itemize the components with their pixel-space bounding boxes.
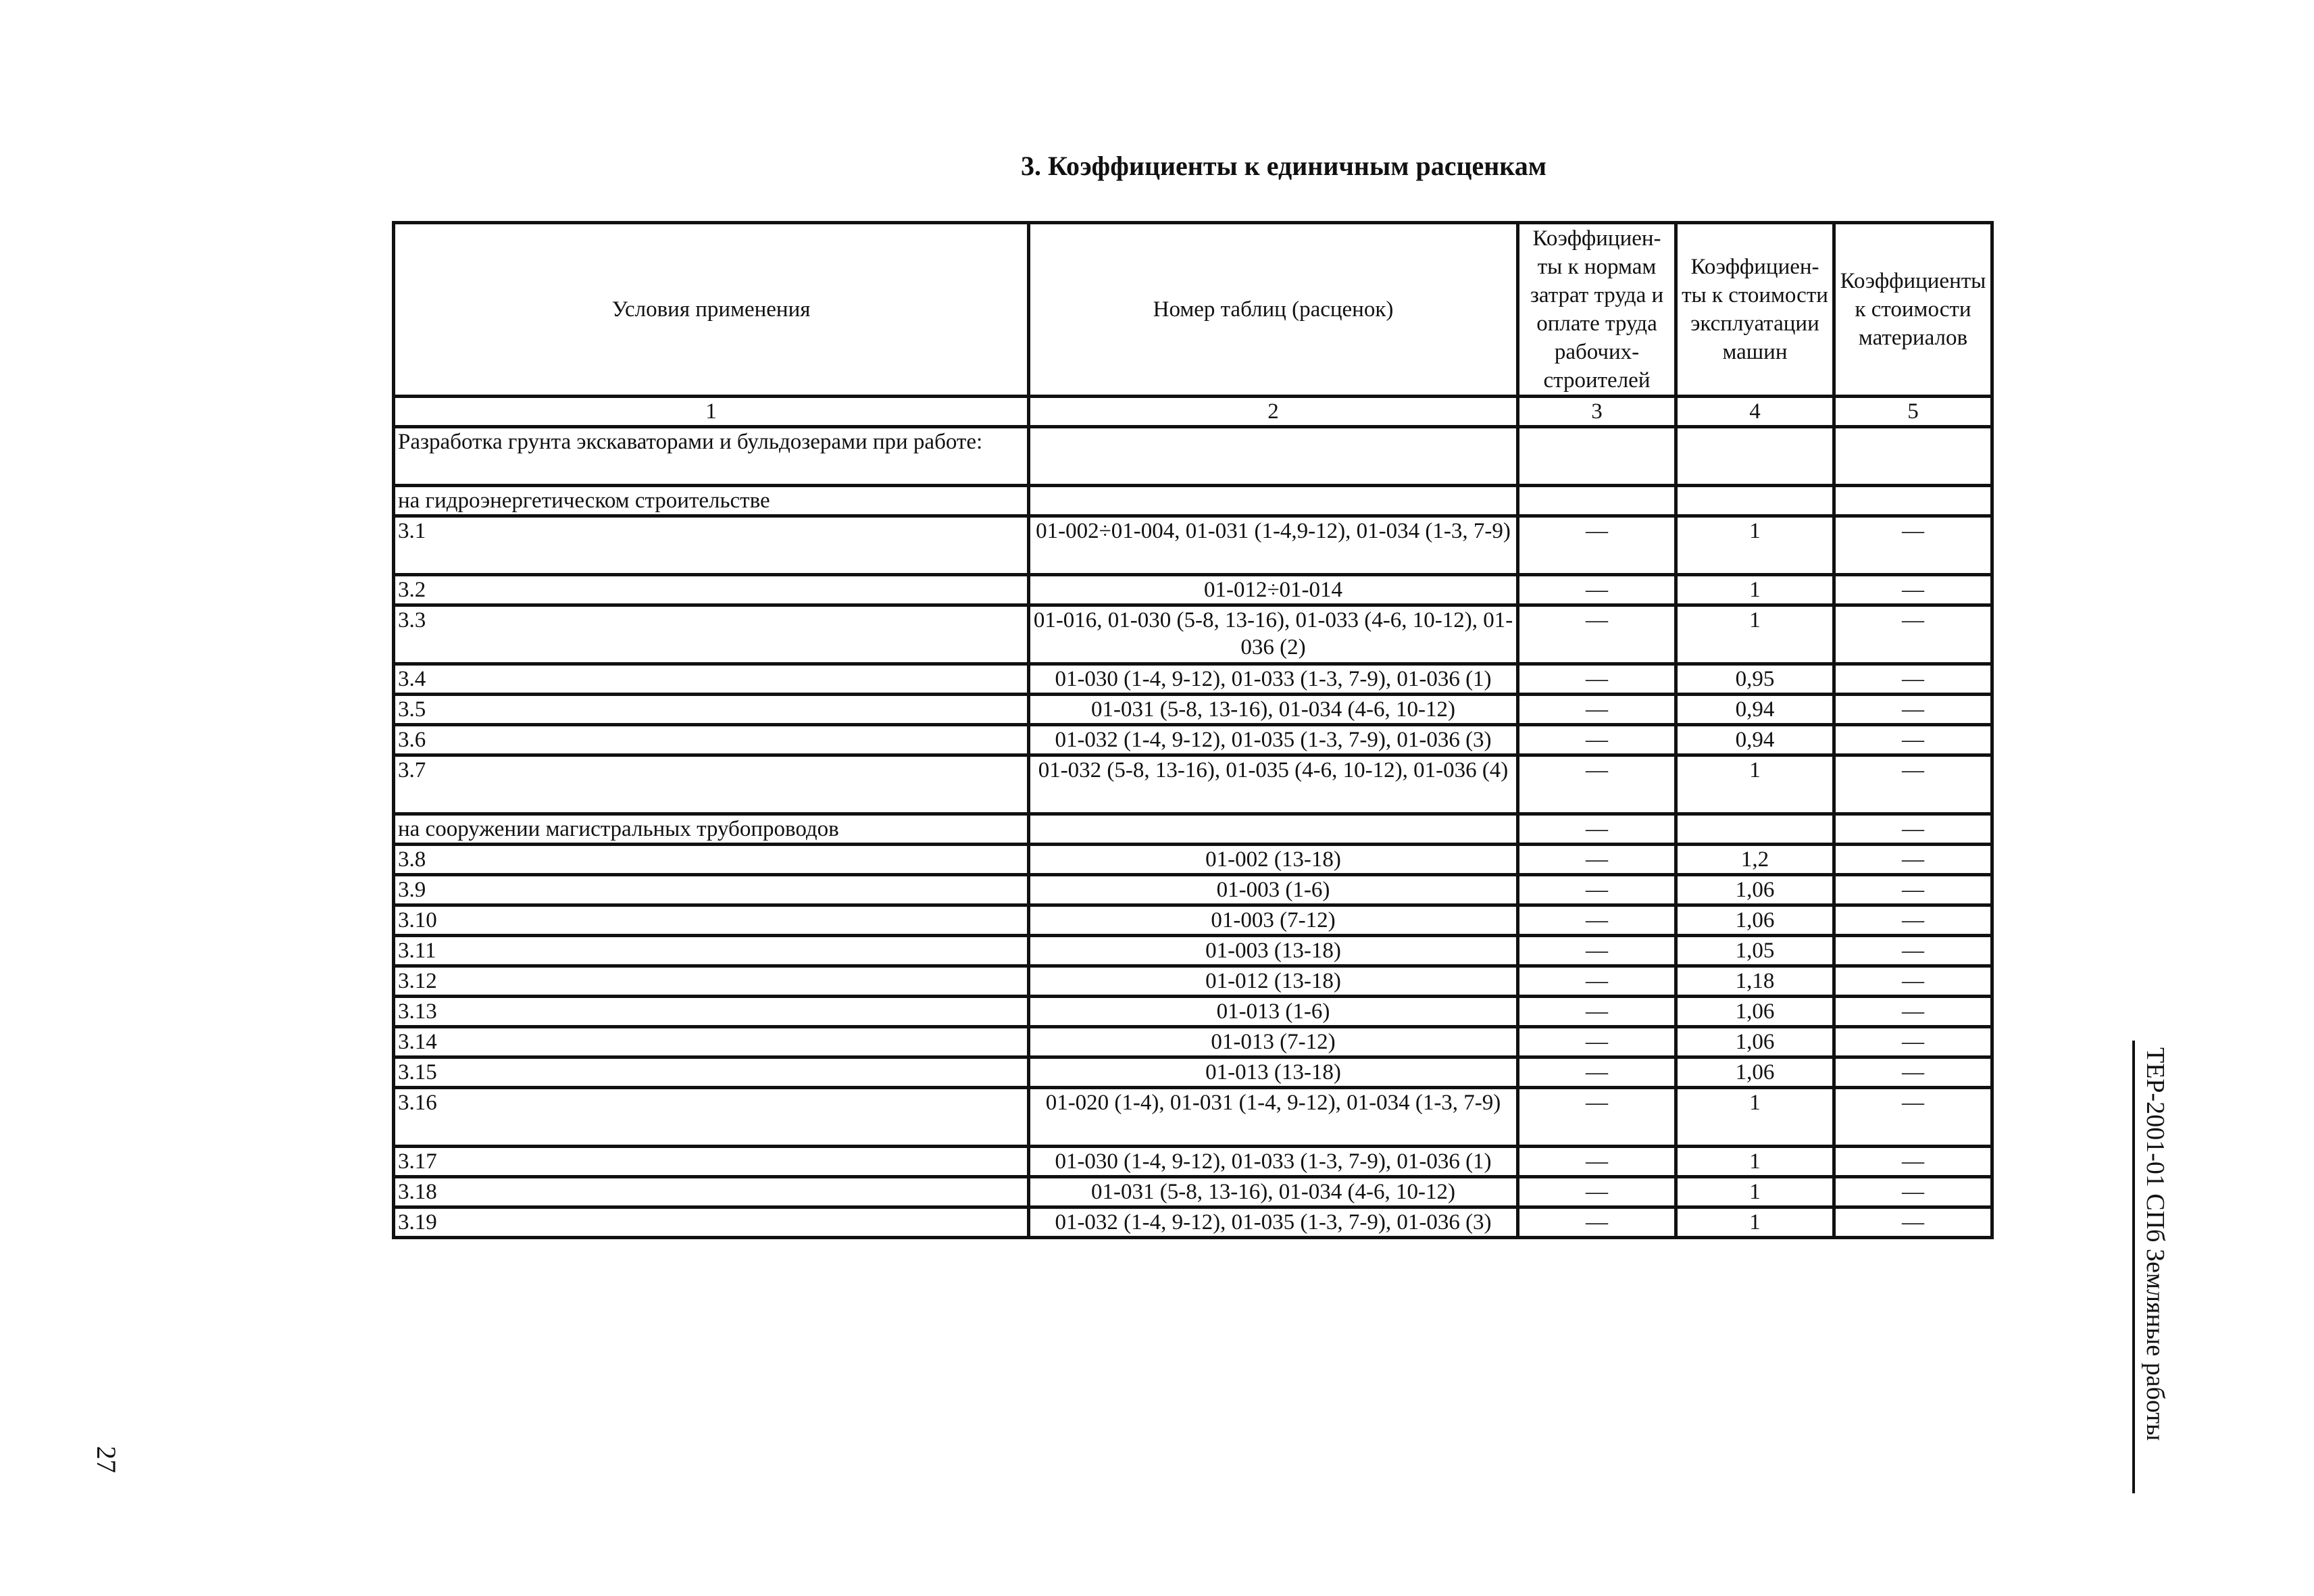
table-row	[394, 755, 1992, 814]
condition-cell: 3.6	[394, 725, 1029, 755]
machine-coef-cell: 1	[1676, 605, 1834, 664]
condition-cell: на сооружении магистральных трубопроводов	[394, 814, 1029, 845]
condition-cell: 3.11	[394, 936, 1029, 966]
table-number-cell: 01-020 (1-4), 01-031 (1-4, 9-12), 01-034 (1-3, 7-9)	[1029, 1088, 1518, 1147]
machine-coef-cell: 1	[1676, 755, 1834, 814]
machine-coef-cell: 1	[1676, 1147, 1834, 1177]
material-coef-cell: —	[1834, 1207, 1992, 1238]
machine-coef-cell	[1676, 486, 1834, 516]
table-row	[394, 575, 1992, 605]
machine-coef-cell: 1,05	[1676, 936, 1834, 966]
labor-coef-cell: —	[1518, 575, 1676, 605]
material-coef-cell: —	[1834, 905, 1992, 936]
table-number-cell: 01-030 (1-4, 9-12), 01-033 (1-3, 7-9), 01-036 (1)	[1029, 1147, 1518, 1177]
table-row	[394, 1147, 1992, 1177]
machine-coef-cell	[1676, 814, 1834, 845]
table-number-cell: 01-012 (13-18)	[1029, 966, 1518, 997]
material-coef-cell: —	[1834, 845, 1992, 875]
material-coef-cell: —	[1834, 1088, 1992, 1147]
labor-coef-cell: —	[1518, 1177, 1676, 1207]
table-row	[394, 1057, 1992, 1088]
table-row	[394, 1027, 1992, 1057]
column-number: 4	[1676, 397, 1834, 427]
labor-coef-cell	[1518, 427, 1676, 486]
header-machine-coefficients: Коэффициен-ты к стоимости эксплуатации машин	[1676, 223, 1834, 397]
material-coef-cell: —	[1834, 1177, 1992, 1207]
machine-coef-cell: 1	[1676, 516, 1834, 575]
column-number: 1	[394, 397, 1029, 427]
material-coef-cell: —	[1834, 997, 1992, 1027]
table-number-cell: 01-002÷01-004, 01-031 (1-4,9-12), 01-034 (1-3, 7-9)	[1029, 516, 1518, 575]
material-coef-cell: —	[1834, 725, 1992, 755]
condition-cell: 3.18	[394, 1177, 1029, 1207]
material-coef-cell: —	[1834, 875, 1992, 905]
labor-coef-cell: —	[1518, 1027, 1676, 1057]
machine-coef-cell: 1,06	[1676, 997, 1834, 1027]
table-row	[394, 605, 1992, 664]
table-header-row	[394, 223, 1992, 397]
table-row	[394, 845, 1992, 875]
condition-cell: на гидроэнергетическом строительстве	[394, 486, 1029, 516]
condition-cell: 3.17	[394, 1147, 1029, 1177]
machine-coef-cell: 0,94	[1676, 695, 1834, 725]
table-row	[394, 427, 1992, 486]
labor-coef-cell: —	[1518, 966, 1676, 997]
table-row	[394, 936, 1992, 966]
machine-coef-cell	[1676, 427, 1834, 486]
document-side-label: ТЕР-2001-01 СПб Земляные работы	[2132, 1041, 2175, 1493]
material-coef-cell: —	[1834, 966, 1992, 997]
material-coef-cell: —	[1834, 664, 1992, 695]
page-number: 27	[91, 1446, 122, 1473]
labor-coef-cell: —	[1518, 516, 1676, 575]
condition-cell: 3.13	[394, 997, 1029, 1027]
material-coef-cell: —	[1834, 814, 1992, 845]
column-number: 3	[1518, 397, 1676, 427]
header-conditions: Условия применения	[394, 223, 1029, 397]
condition-cell: 3.9	[394, 875, 1029, 905]
labor-coef-cell: —	[1518, 997, 1676, 1027]
machine-coef-cell: 1	[1676, 1177, 1834, 1207]
table-row	[394, 516, 1992, 575]
condition-cell: 3.3	[394, 605, 1029, 664]
machine-coef-cell: 0,94	[1676, 725, 1834, 755]
table-number-cell: 01-003 (7-12)	[1029, 905, 1518, 936]
coefficients-table	[392, 221, 1994, 1239]
material-coef-cell: —	[1834, 1027, 1992, 1057]
table-number-cell: 01-002 (13-18)	[1029, 845, 1518, 875]
table-number-cell: 01-032 (1-4, 9-12), 01-035 (1-3, 7-9), 01-036 (3)	[1029, 725, 1518, 755]
condition-cell: 3.12	[394, 966, 1029, 997]
table-row	[394, 997, 1992, 1027]
table-number-cell: 01-013 (1-6)	[1029, 997, 1518, 1027]
condition-cell: 3.19	[394, 1207, 1029, 1238]
machine-coef-cell: 1,06	[1676, 1027, 1834, 1057]
labor-coef-cell: —	[1518, 1207, 1676, 1238]
page-title: 3. Коэффициенты к единичным расценкам	[1021, 151, 1546, 181]
condition-cell: 3.5	[394, 695, 1029, 725]
table-number-cell: 01-032 (5-8, 13-16), 01-035 (4-6, 10-12), 01-036 (4)	[1029, 755, 1518, 814]
table-number-cell: 01-003 (13-18)	[1029, 936, 1518, 966]
machine-coef-cell: 0,95	[1676, 664, 1834, 695]
table-row	[394, 1088, 1992, 1147]
condition-cell: 3.10	[394, 905, 1029, 936]
header-labor-coefficients: Коэффициен-ты к нормам затрат труда и оплате труда рабочих-строителей	[1518, 223, 1676, 397]
table-number-cell	[1029, 427, 1518, 486]
labor-coef-cell: —	[1518, 936, 1676, 966]
table-number-cell	[1029, 814, 1518, 845]
labor-coef-cell: —	[1518, 695, 1676, 725]
table-row	[394, 814, 1992, 845]
labor-coef-cell: —	[1518, 755, 1676, 814]
table-row	[394, 875, 1992, 905]
condition-cell: 3.7	[394, 755, 1029, 814]
material-coef-cell: —	[1834, 516, 1992, 575]
machine-coef-cell: 1	[1676, 575, 1834, 605]
labor-coef-cell: —	[1518, 845, 1676, 875]
material-coef-cell	[1834, 486, 1992, 516]
condition-cell: 3.8	[394, 845, 1029, 875]
table-number-cell: 01-032 (1-4, 9-12), 01-035 (1-3, 7-9), 01-036 (3)	[1029, 1207, 1518, 1238]
table-number-cell: 01-013 (7-12)	[1029, 1027, 1518, 1057]
machine-coef-cell: 1	[1676, 1088, 1834, 1147]
material-coef-cell	[1834, 427, 1992, 486]
table-number-cell: 01-003 (1-6)	[1029, 875, 1518, 905]
table-row	[394, 1207, 1992, 1238]
column-number: 5	[1834, 397, 1992, 427]
condition-cell: Разработка грунта экскаваторами и бульдозерами при работе:	[394, 427, 1029, 486]
column-number: 2	[1029, 397, 1518, 427]
material-coef-cell: —	[1834, 605, 1992, 664]
material-coef-cell: —	[1834, 695, 1992, 725]
material-coef-cell: —	[1834, 936, 1992, 966]
labor-coef-cell: —	[1518, 875, 1676, 905]
labor-coef-cell: —	[1518, 1147, 1676, 1177]
table-number-cell	[1029, 486, 1518, 516]
header-material-coefficients: Коэффициенты к стоимости материалов	[1834, 223, 1992, 397]
labor-coef-cell: —	[1518, 1057, 1676, 1088]
table-number-cell: 01-016, 01-030 (5-8, 13-16), 01-033 (4-6, 10-12), 01-036 (2)	[1029, 605, 1518, 664]
table-number-cell: 01-012÷01-014	[1029, 575, 1518, 605]
labor-coef-cell: —	[1518, 1088, 1676, 1147]
table-row	[394, 905, 1992, 936]
machine-coef-cell: 1	[1676, 1207, 1834, 1238]
machine-coef-cell: 1,18	[1676, 966, 1834, 997]
condition-cell: 3.4	[394, 664, 1029, 695]
table-number-cell: 01-030 (1-4, 9-12), 01-033 (1-3, 7-9), 01-036 (1)	[1029, 664, 1518, 695]
material-coef-cell: —	[1834, 575, 1992, 605]
labor-coef-cell	[1518, 486, 1676, 516]
table-row	[394, 664, 1992, 695]
condition-cell: 3.1	[394, 516, 1029, 575]
material-coef-cell: —	[1834, 1147, 1992, 1177]
condition-cell: 3.14	[394, 1027, 1029, 1057]
machine-coef-cell: 1,06	[1676, 905, 1834, 936]
table-row	[394, 1177, 1992, 1207]
machine-coef-cell: 1,06	[1676, 1057, 1834, 1088]
header-table-numbers: Номер таблиц (расценок)	[1029, 223, 1518, 397]
table-row	[394, 695, 1992, 725]
condition-cell: 3.16	[394, 1088, 1029, 1147]
table-number-cell: 01-031 (5-8, 13-16), 01-034 (4-6, 10-12)	[1029, 695, 1518, 725]
condition-cell: 3.15	[394, 1057, 1029, 1088]
machine-coef-cell: 1,06	[1676, 875, 1834, 905]
labor-coef-cell: —	[1518, 814, 1676, 845]
labor-coef-cell: —	[1518, 664, 1676, 695]
machine-coef-cell: 1,2	[1676, 845, 1834, 875]
table-row	[394, 966, 1992, 997]
column-number-row	[394, 397, 1992, 427]
material-coef-cell: —	[1834, 755, 1992, 814]
labor-coef-cell: —	[1518, 725, 1676, 755]
condition-cell: 3.2	[394, 575, 1029, 605]
table-row	[394, 725, 1992, 755]
labor-coef-cell: —	[1518, 605, 1676, 664]
table-row	[394, 486, 1992, 516]
table-number-cell: 01-031 (5-8, 13-16), 01-034 (4-6, 10-12)	[1029, 1177, 1518, 1207]
material-coef-cell: —	[1834, 1057, 1992, 1088]
table-number-cell: 01-013 (13-18)	[1029, 1057, 1518, 1088]
labor-coef-cell: —	[1518, 905, 1676, 936]
